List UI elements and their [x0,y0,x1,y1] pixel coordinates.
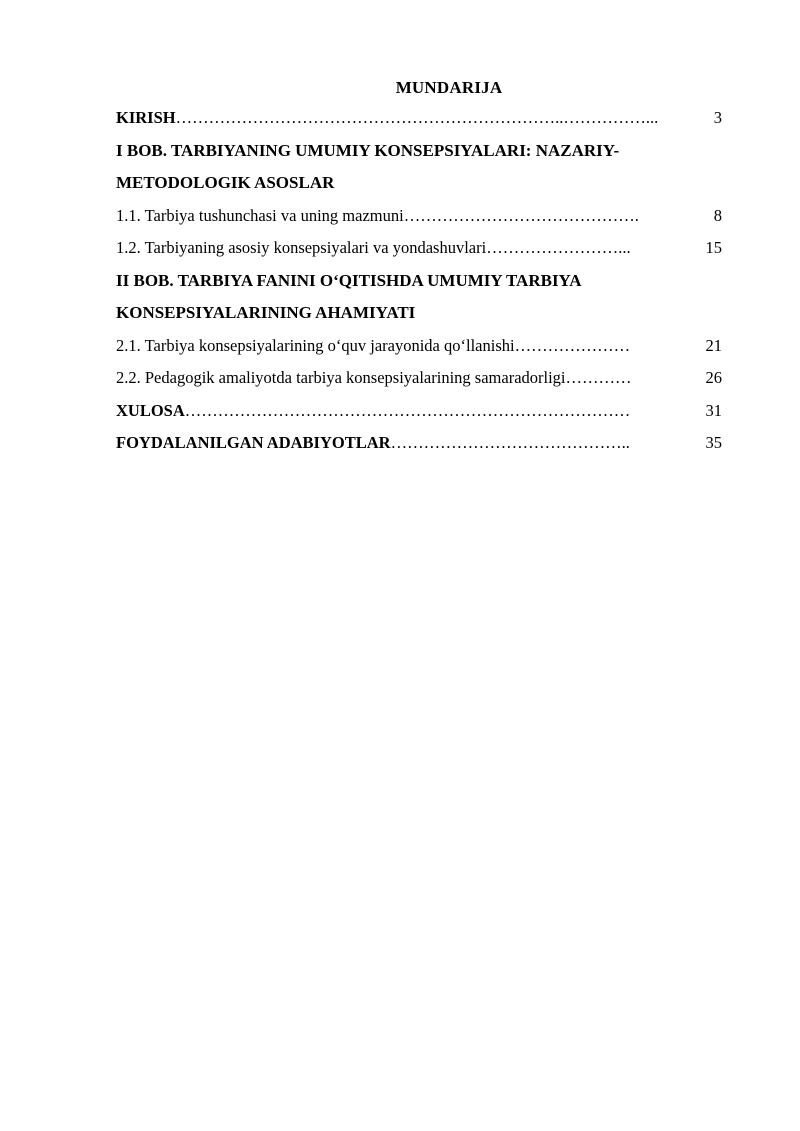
toc-entry-label: XULOSA [116,400,185,420]
table-of-contents [116,74,722,460]
toc-page-number: 35 [705,433,722,452]
toc-entry-references[interactable] [116,427,722,460]
toc-leader-dots: …………………………………….. [390,433,630,452]
toc-page-number: 15 [705,238,722,257]
toc-leader-dots: ……………………………………………………………………… [184,400,631,420]
toc-chapter-2-heading-line1[interactable]: II BOB. TARBIYA FANINI O‘QITISHDA UMUMIY TARBIYA [116,270,582,290]
toc-entry-xulosa[interactable] [116,395,722,428]
toc-leader-dots: ……………………………………. [403,205,639,225]
toc-page-number: 26 [705,368,722,387]
toc-entry-1-1[interactable] [116,200,722,233]
toc-page-number: 21 [705,335,722,355]
toc-page-number: 8 [713,205,722,225]
toc-entry-label: 2.1. Tarbiya konsepsiyalarining o‘quv jarayonida qo‘llanishi [116,335,515,355]
toc-page-number: 3 [713,108,722,127]
toc-entry-label: FOYDALANILGAN ADABIYOTLAR [116,433,391,452]
toc-title: MUNDARIJA [395,78,503,97]
toc-chapter-1-heading-line2[interactable]: METODOLOGIK ASOSLAR [116,173,335,192]
toc-entry-label: 2.2. Pedagogik amaliyotda tarbiya konsepsiyalarining samaradorligi [116,368,566,387]
toc-entry-kirish[interactable] [116,102,722,135]
toc-entry-label: 1.2. Tarbiyaning asosiy konsepsiyalari va yondashuvlari [116,238,487,257]
toc-entry-label: KIRISH [116,108,176,127]
toc-page-number: 31 [705,400,722,420]
toc-leader-dots: ………… [565,368,632,387]
toc-leader-dots: ………………… [514,335,631,355]
toc-entry-label: 1.1. Tarbiya tushunchasi va uning mazmuni [116,205,404,225]
toc-entry-2-2[interactable] [116,362,722,395]
toc-leader-dots: ……………………... [486,238,631,257]
toc-entry-1-2[interactable] [116,232,722,265]
toc-leader-dots: ……………………………………………………………..……………... [175,108,659,127]
toc-chapter-1-heading-line1[interactable]: I BOB. TARBIYANING UMUMIY KONSEPSIYALARI: NAZARIY- [116,140,620,160]
toc-entry-2-1[interactable] [116,330,722,363]
toc-chapter-2-heading-line2[interactable]: KONSEPSIYALARINING AHAMIYATI [116,303,416,322]
